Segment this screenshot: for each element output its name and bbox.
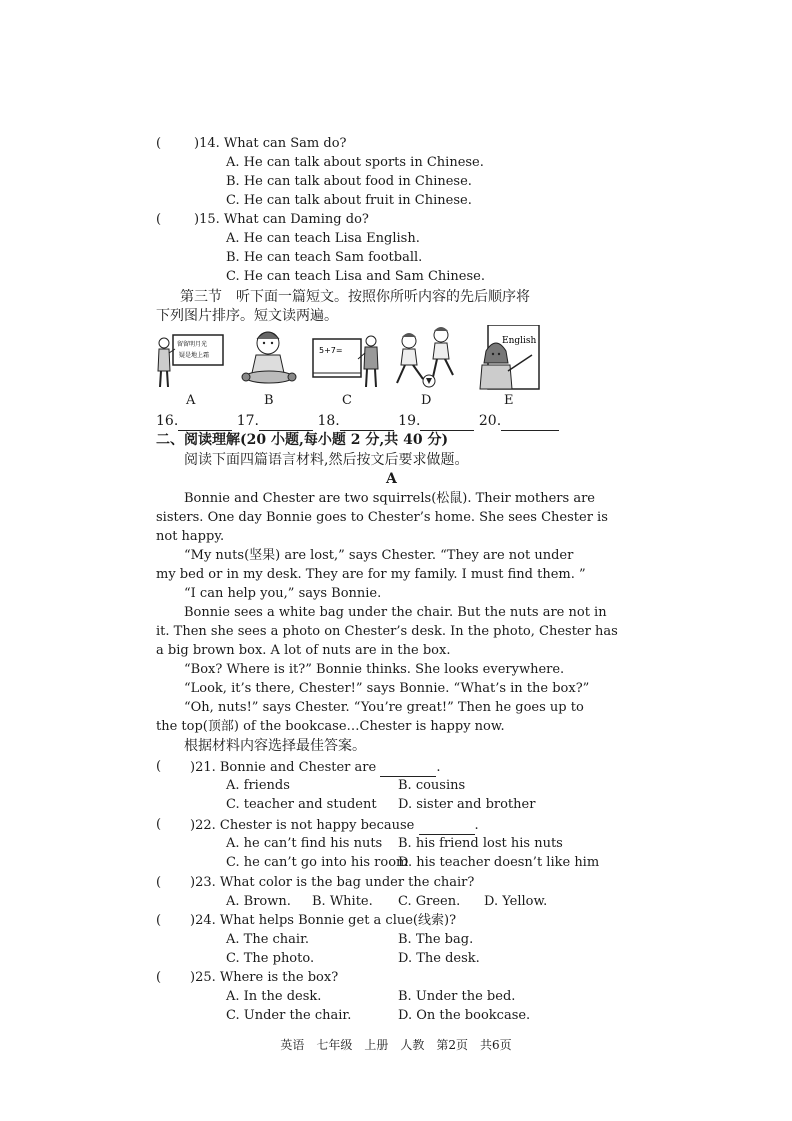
answer-paren: (	[156, 913, 162, 928]
q23-option-a: A. Brown.	[226, 894, 291, 909]
q25-option-b: B. Under the bed.	[398, 989, 516, 1004]
picture-label-a: A	[186, 393, 196, 408]
q24-option-b: B. The bag.	[398, 932, 474, 947]
q22-option-d: D. his teacher doesn’t like him	[398, 855, 600, 870]
english-word: English	[502, 336, 537, 346]
answer-paren: (	[156, 970, 162, 985]
passage-line: “My nuts(坚果) are lost,” says Chester. “They are not under	[184, 548, 574, 563]
girl-eating-illustration	[238, 325, 300, 391]
q21-option-b: B. cousins	[398, 778, 466, 793]
question-15-stem: )15. What can Daming do?	[194, 212, 369, 227]
answer-blank-16[interactable]	[178, 411, 232, 431]
english-teacher-illustration	[478, 325, 540, 391]
answer-blank-19[interactable]	[420, 411, 474, 431]
q15-option-b: B. He can teach Sam football.	[226, 250, 423, 265]
passage-label: A	[386, 471, 397, 487]
math-teacher-illustration	[310, 325, 380, 391]
q24-option-a: A. The chair.	[226, 932, 310, 947]
q22-option-b: B. his friend lost his nuts	[398, 836, 563, 851]
picture-e	[478, 325, 540, 391]
board-equation: 5+7=	[319, 346, 343, 355]
boys-playing-football-illustration	[389, 325, 465, 391]
q22-option-a: A. he can’t find his nuts	[226, 836, 383, 851]
question-21-period: .	[436, 760, 441, 775]
answer-paren: (	[156, 875, 162, 890]
passage-line: a big brown box. A lot of nuts are in the box.	[156, 643, 451, 658]
answer-paren: (	[156, 212, 162, 227]
passage-line: Bonnie sees a white bag under the chair. But the nuts are not in	[184, 605, 607, 620]
passage-line: “Look, it’s there, Chester!” says Bonnie. “What’s in the box?”	[184, 681, 590, 696]
q23-option-b: B. White.	[312, 894, 373, 909]
answer-blank-17[interactable]	[259, 411, 313, 431]
page-footer: 英语 七年级 上册 人教 第2页 共6页	[280, 1038, 512, 1052]
q25-option-c: C. Under the chair.	[226, 1008, 352, 1023]
blank-number-17: 17.	[236, 413, 259, 429]
answer-paren: (	[156, 817, 162, 832]
picture-d	[389, 325, 465, 391]
passage-line: it. Then she sees a photo on Chester’s desk. In the photo, Chester has	[156, 624, 618, 639]
q14-option-b: B. He can talk about food in Chinese.	[226, 174, 472, 189]
passage-line: sisters. One day Bonnie goes to Chester’s home. She sees Chester is	[156, 510, 608, 525]
q14-option-c: C. He can talk about fruit in Chinese.	[226, 193, 472, 208]
picture-b	[238, 325, 300, 391]
answer-paren: (	[156, 759, 162, 774]
picture-label-d: D	[421, 393, 432, 408]
q21-option-c: C. teacher and student	[226, 797, 377, 812]
teacher-at-board-illustration	[155, 325, 225, 391]
passage-line: Bonnie and Chester are two squirrels(松鼠). Their mothers are	[184, 491, 595, 506]
question-24-stem: )24. What helps Bonnie get a clue(线索)?	[190, 913, 457, 928]
answer-blank-18[interactable]	[340, 411, 394, 431]
picture-c	[310, 325, 380, 391]
q14-option-a: A. He can talk about sports in Chinese.	[226, 155, 484, 170]
q21-option-d: D. sister and brother	[398, 797, 536, 812]
question-23-stem: )23. What color is the bag under the chair?	[190, 875, 475, 890]
blank-number-20: 20.	[478, 413, 502, 429]
choose-answer-instruction: 根据材料内容选择最佳答案。	[184, 738, 366, 754]
passage-line: “Box? Where is it?” Bonnie thinks. She looks everywhere.	[184, 662, 565, 677]
passage-line: not happy.	[156, 529, 225, 544]
answer-paren: (	[156, 136, 162, 151]
section3-instruction-line2: 下列图片排序。短文读两遍。	[156, 308, 338, 324]
blank-number-16: 16.	[156, 413, 179, 429]
q24-option-c: C. The photo.	[226, 951, 315, 966]
q25-option-a: A. In the desk.	[226, 989, 322, 1004]
board-text-1: 留留明月光	[177, 341, 208, 348]
part2-instruction: 阅读下面四篇语言材料,然后按文后要求做题。	[184, 452, 469, 468]
board-text-2: 疑是地上霜	[179, 352, 210, 359]
q15-option-c: C. He can teach Lisa and Sam Chinese.	[226, 269, 485, 284]
picture-a	[155, 325, 225, 391]
q24-option-d: D. The desk.	[398, 951, 480, 966]
blank-number-19: 19.	[398, 413, 421, 429]
passage-line: my bed or in my desk. They are for my family. I must find them. ”	[156, 567, 586, 582]
q21-option-a: A. friends	[226, 778, 290, 793]
question-21-stem	[190, 757, 440, 777]
passage-line: “I can help you,” says Bonnie.	[184, 586, 382, 601]
q22-option-c: C. he can’t go into his room	[226, 855, 409, 870]
ordering-answer-blanks	[156, 411, 559, 431]
part2-title: 二、阅读理解(20 小题,每小题 2 分,共 40 分)	[156, 432, 449, 448]
passage-line: “Oh, nuts!” says Chester. “You’re great!” Then he goes up to	[184, 700, 584, 715]
picture-label-e: E	[504, 393, 514, 408]
question-25-stem: )25. Where is the box?	[190, 970, 339, 985]
q15-option-a: A. He can teach Lisa English.	[226, 231, 420, 246]
passage-line: the top(顶部) of the bookcase…Chester is happy now.	[156, 719, 505, 734]
section3-instruction-line1: 第三节 听下面一篇短文。按照你所听内容的先后顺序将	[180, 289, 530, 305]
q25-option-d: D. On the bookcase.	[398, 1008, 531, 1023]
q23-option-d: D. Yellow.	[484, 894, 548, 909]
question-14-stem: )14. What can Sam do?	[194, 136, 347, 151]
question-22-stem	[190, 815, 479, 835]
picture-label-b: B	[264, 393, 274, 408]
fill-blank	[380, 757, 436, 777]
picture-label-c: C	[342, 393, 352, 408]
question-22-period: .	[474, 818, 479, 833]
answer-blank-20[interactable]	[501, 411, 559, 431]
question-22-text: )22. Chester is not happy because	[190, 818, 415, 833]
fill-blank	[419, 815, 475, 835]
question-21-text: )21. Bonnie and Chester are	[190, 760, 377, 775]
q23-option-c: C. Green.	[398, 894, 461, 909]
blank-number-18: 18.	[317, 413, 340, 429]
